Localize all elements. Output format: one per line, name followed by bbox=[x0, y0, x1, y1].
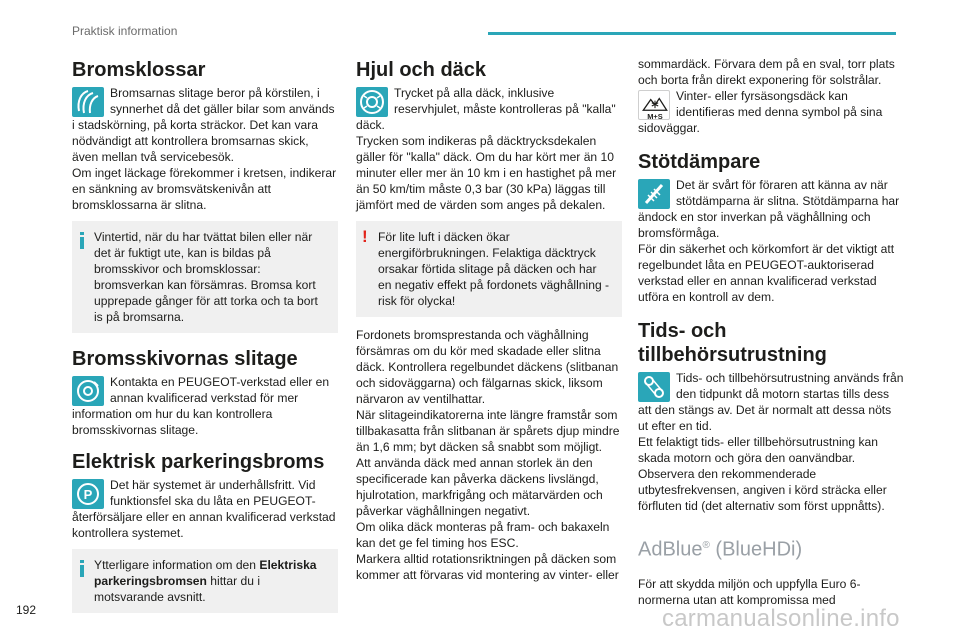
shocks-section bbox=[638, 177, 904, 241]
winter-note-text: Vintertid, när du har tvättat bilen eller när det är fuktigt ute, kan is bildas på bromsskivor och bromsklossar: bromsverkan kan försämras. Bromsa kort upprepade gånger för att torka och ta bort is på bromsarna. bbox=[94, 230, 318, 324]
page-number: 192 bbox=[16, 603, 37, 617]
esc-text: Om olika däck monteras på fram- och bakaxeln kan det ge fel timing hos ESC. bbox=[356, 520, 610, 550]
parking-brake-text: Det här systemet är underhållsfritt. Vid funktionsfel ska du låta en PEUGEOT-återförsäljare eller en annan kvalificerad verkstad kontrollera systemet. bbox=[72, 478, 336, 540]
wheels-text: Trycket på alla däck, inklusive reservhjulet, måste kontrolleras på "kalla" däck. bbox=[356, 86, 616, 132]
column-1 bbox=[72, 56, 338, 613]
parking-brake-section bbox=[72, 477, 338, 541]
warning-icon: ! bbox=[362, 227, 368, 246]
winter-tyres-section bbox=[638, 88, 904, 136]
winter-info-note bbox=[72, 221, 338, 333]
ms-symbol-label: M+S bbox=[647, 111, 663, 121]
brake-pads-section bbox=[72, 85, 338, 165]
column-2 bbox=[356, 56, 622, 583]
heading-brake-pads: Bromsklossar bbox=[72, 59, 206, 81]
adblue-text: För att skydda miljön och uppfylla Euro 6-normerna utan att kompromissa med bbox=[638, 576, 861, 607]
svg-text:P: P bbox=[83, 487, 93, 502]
brake-pads-text: Bromsarnas slitage beror på körstilen, i synnerhet då det gäller bilar som används i stadskörning, på korta sträckor. Det kan vara nödvändigt att kontrollera bromsarnas skick, även mellan två servicebesök. bbox=[72, 86, 335, 164]
shock-absorber-icon bbox=[638, 179, 670, 209]
heading-parking-brake: Elektrisk parkeringsbroms bbox=[72, 451, 325, 473]
wheels-section bbox=[356, 85, 622, 133]
timing-section bbox=[638, 370, 904, 434]
info-icon bbox=[80, 560, 84, 574]
heading-timing-2: tillbehörsutrustning bbox=[638, 344, 827, 366]
column-3 bbox=[638, 56, 904, 608]
mountain-snowflake-icon bbox=[638, 90, 670, 120]
brake-disc-icon bbox=[72, 376, 104, 406]
info-icon bbox=[80, 232, 84, 246]
low-air-text: För lite luft i däcken ökar energiförbrukningen. Felaktiga däcktryck orsakar förtida slitage på däcken och har en negativ effekt på fordonets väghållning - risk för olycka! bbox=[378, 230, 610, 308]
rotation-text: Markera alltid rotationsriktningen på däcken som kommer att förvaras vid montering av vinter- eller bbox=[356, 552, 619, 582]
header-accent-bar bbox=[488, 32, 896, 35]
parking-info-note bbox=[72, 549, 338, 613]
damaged-tyres-text: Fordonets bromsprestanda och väghållning försämras om du kör med skadade eller slitna däck. Kontrollera regelbundet däckens (slitbanan och sidoväggarna) och fälgarnas skick, liksom närvaron av ventilhattar. bbox=[356, 328, 619, 406]
wear-indicator-text: När slitageindikatorerna inte längre framstår som tillbakasatta från slitbanan är spårets djup mindre än 1,6 mm; byt däcken så snabbt som möjligt. bbox=[356, 408, 620, 454]
timing-text: Tids- och tillbehörsutrustning används från den tidpunkt då motorn startas tills dess att den stängs av. Det är normalt att dessa nöts ut efter en tid. bbox=[638, 371, 904, 433]
tyre-icon bbox=[356, 87, 388, 117]
shocks-text-2: För din säkerhet och körkomfort är det viktigt att regelbundet låta en PEUGEOT-auktoriserad verkstad eller en annan kvalificerad verkstad utföra en kontroll av dem. bbox=[638, 242, 895, 304]
brake-leak-text: Om inget läckage förekommer i kretsen, indikerar en sänkning av bromsvätskenivån att bromsklossarna är slitna. bbox=[72, 166, 337, 212]
heading-shock-absorbers: Stötdämpare bbox=[638, 151, 761, 173]
timing-belt-icon bbox=[638, 372, 670, 402]
heading-brake-discs: Bromsskivornas slitage bbox=[72, 348, 298, 370]
heading-adblue: AdBlue® (BlueHDi) bbox=[638, 538, 803, 561]
low-air-warning-note bbox=[356, 221, 622, 317]
shocks-text: Det är svårt för föraren att känna av när stötdämparna är slitna. Stötdämparna har ändock en stor inverkan på väghållning och bromsförmåga. bbox=[638, 178, 900, 240]
running-header: Praktisk information bbox=[72, 24, 178, 38]
brake-pads-icon bbox=[72, 87, 104, 117]
summer-tyres-text: sommardäck. Förvara dem på en sval, torr plats och borta från direkt exponering för solstrålar. bbox=[638, 57, 895, 87]
winter-tyres-text: Vinter- eller fyrsäsongsdäck kan identifieras med denna symbol på sina sidoväggar. bbox=[638, 89, 883, 135]
parking-brake-icon bbox=[72, 479, 104, 509]
tyre-label-text: Trycken som indikeras på däcktrycksdekalen gäller för "kalla" däck. Om du har kört mer än 10 minuter eller mer än 10 km i en hastighet på mer än 50 km/tim måste 0,3 bar (30 kPa) läggas till jämfört med de värden som anges på dekalen. bbox=[356, 134, 617, 212]
timing-text-2: Ett felaktigt tids- eller tillbehörsutrustning kan skada motorn och göra den oanvändbar. bbox=[638, 435, 878, 465]
watermark: carmanualsonline.info bbox=[662, 605, 900, 632]
tyre-size-text: Att använda däck med annan storlek än den specificerade kan påverka däckens livslängd, hjulrotation, markfrigång och mätarvärden och påverkar väghållningen negativt. bbox=[356, 456, 603, 518]
heading-timing-1: Tids- och bbox=[638, 320, 727, 342]
parking-note-text: Ytterligare information om den Elektriska parkeringsbromsen hittar du i motsvarande avsnitt. bbox=[94, 558, 317, 604]
heading-wheels-tyres: Hjul och däck bbox=[356, 59, 487, 81]
timing-text-3: Observera den rekommenderade utbytesfrekvensen, angiven i körd sträcka eller förfluten tid (det alternativ som först uppnåtts). bbox=[638, 467, 887, 513]
brake-discs-text: Kontakta en PEUGEOT-verkstad eller en annan kvalificerad verkstad för mer information om hur du kan kontrollera bromsskivornas slitage. bbox=[72, 375, 330, 437]
brake-discs-section bbox=[72, 374, 338, 438]
